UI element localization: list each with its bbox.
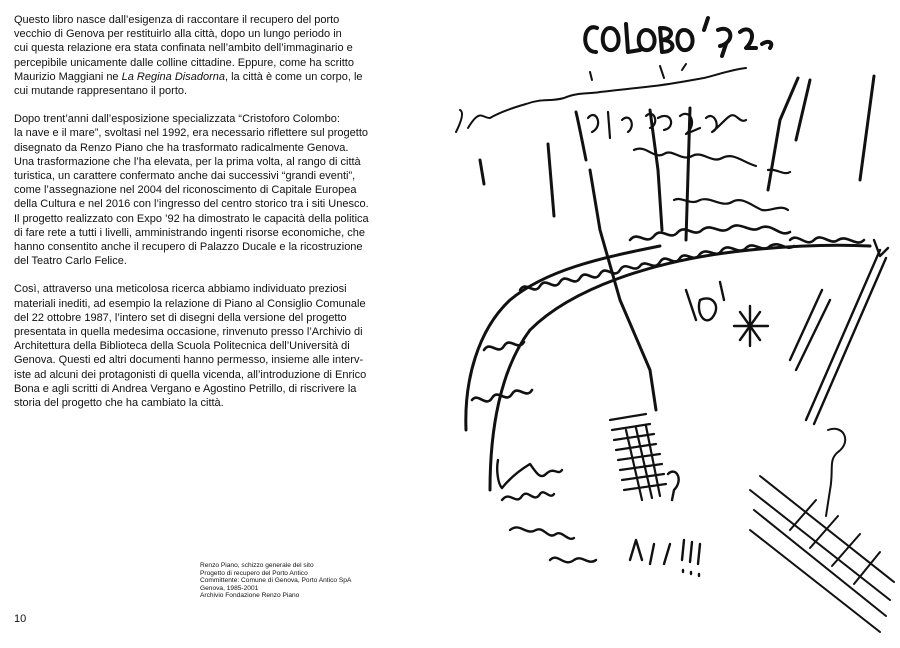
text-line: iste ad alcuni dei protagonisti di quella vicenda, all’introduzione di Enrico — [14, 368, 367, 381]
text-line: disegnato da Renzo Piano che ha trasformato radicalmente Genova. — [14, 141, 349, 154]
text-line: della Cultura e nel 2016 con l’ingresso del centro storico tra i siti Unesco. — [14, 198, 369, 211]
text-line: del 22 ottobre 1987, l’intero set di disegni della versione del progetto — [14, 311, 347, 324]
body-text — [14, 13, 369, 424]
text-line: Una trasformazione che l’ha elevata, per la prima volta, al rango di città — [14, 155, 361, 168]
paragraph-1 — [14, 13, 363, 98]
text-line: percepibile unicamente dalle colline cittadine. Eppure, come ha scritto — [14, 56, 354, 69]
text-line: la nave e il mare”, svoltasi nel 1992, era necessario riflettere sul progetto — [14, 127, 369, 140]
text-line: storia del progetto che ha cambiato la città. — [14, 397, 224, 410]
text-line: del Teatro Carlo Felice. — [14, 255, 127, 268]
right-page — [450, 0, 900, 648]
text-line: cui mutande rappresentano il porto. — [14, 85, 188, 98]
text-line: vecchio di Genova per restituirlo alla città, dopo un lungo periodo in — [14, 28, 342, 41]
caption-line: Committente: Comune di Genova, Porto Antico SpA — [200, 577, 352, 585]
text-line: Così, attraverso una meticolosa ricerca abbiamo individuato preziosi — [14, 283, 347, 296]
text-line: Architettura della Biblioteca della Scuola Politecnica dell’Università di — [14, 340, 350, 353]
paragraph-3 — [14, 282, 367, 410]
caption-line: Progetto di recupero del Porto Antico — [200, 569, 308, 577]
text-line: di fare rete a tutti i livelli, amministrando ingenti risorse economiche, che — [14, 226, 365, 239]
caption-line: Renzo Piano, schizzo generale del sito — [200, 562, 314, 569]
sketch-coastline-arc — [466, 245, 870, 490]
caption-line: Archivio Fondazione Renzo Piano — [200, 592, 300, 600]
sketch-title-scribble — [585, 18, 771, 56]
sketch-note-top — [456, 64, 746, 132]
sketch-lower-grid — [750, 429, 894, 632]
text-line: Il progetto realizzato con Expo ’92 ha dimostrato le capacità della politica — [14, 212, 369, 225]
sketch-hatched-block — [610, 414, 666, 500]
sketch-star-burst — [686, 282, 768, 346]
text-line: materiali inediti, ad esempio la relazione di Piano al Consiglio Comunale — [14, 297, 366, 310]
text-line: Maurizio Maggiani ne La Regina Disadorna, la città è come un corpo, le — [14, 70, 363, 83]
sketch-note-bottom — [497, 460, 700, 576]
renzo-piano-sketch — [450, 0, 900, 648]
text-line: come l’assegnazione nel 2004 del riconoscimento di Capitale Europea — [14, 184, 357, 197]
sketch-pier — [790, 240, 888, 424]
caption-line: Genova, 1985-2001 — [200, 584, 259, 592]
text-line: cui questa relazione era stata confinata nell’ambito dell’immaginario e — [14, 42, 353, 55]
text-line: turistica, un carattere confermato anche dai successivi “grandi eventi”, — [14, 170, 356, 183]
sketch-wave-scribbles — [472, 225, 864, 401]
sketch-vertical-strokes — [480, 76, 874, 410]
text-line: Genova. Questi ed altri documenti hanno permesso, insieme alle interv- — [14, 354, 364, 367]
text-line: Questo libro nasce dall’esigenza di raccontare il recupero del porto — [14, 14, 340, 26]
text-line: presentata in quella medesima occasione, rinvenuto presso l’Archivio di — [14, 326, 363, 339]
text-line: hanno consentito anche il recupero di Palazzo Ducale e la ricostruzione — [14, 241, 363, 254]
text-line: Bona e agli scritti di Andrea Vergano e Agostino Petrillo, di riscrivere la — [14, 382, 357, 395]
figure-caption — [200, 562, 440, 600]
page-number: 10 — [14, 613, 27, 625]
text-line: Dopo trent’anni dall’esposizione specializzata “Cristoforo Colombo: — [14, 113, 340, 126]
paragraph-2 — [14, 112, 369, 268]
